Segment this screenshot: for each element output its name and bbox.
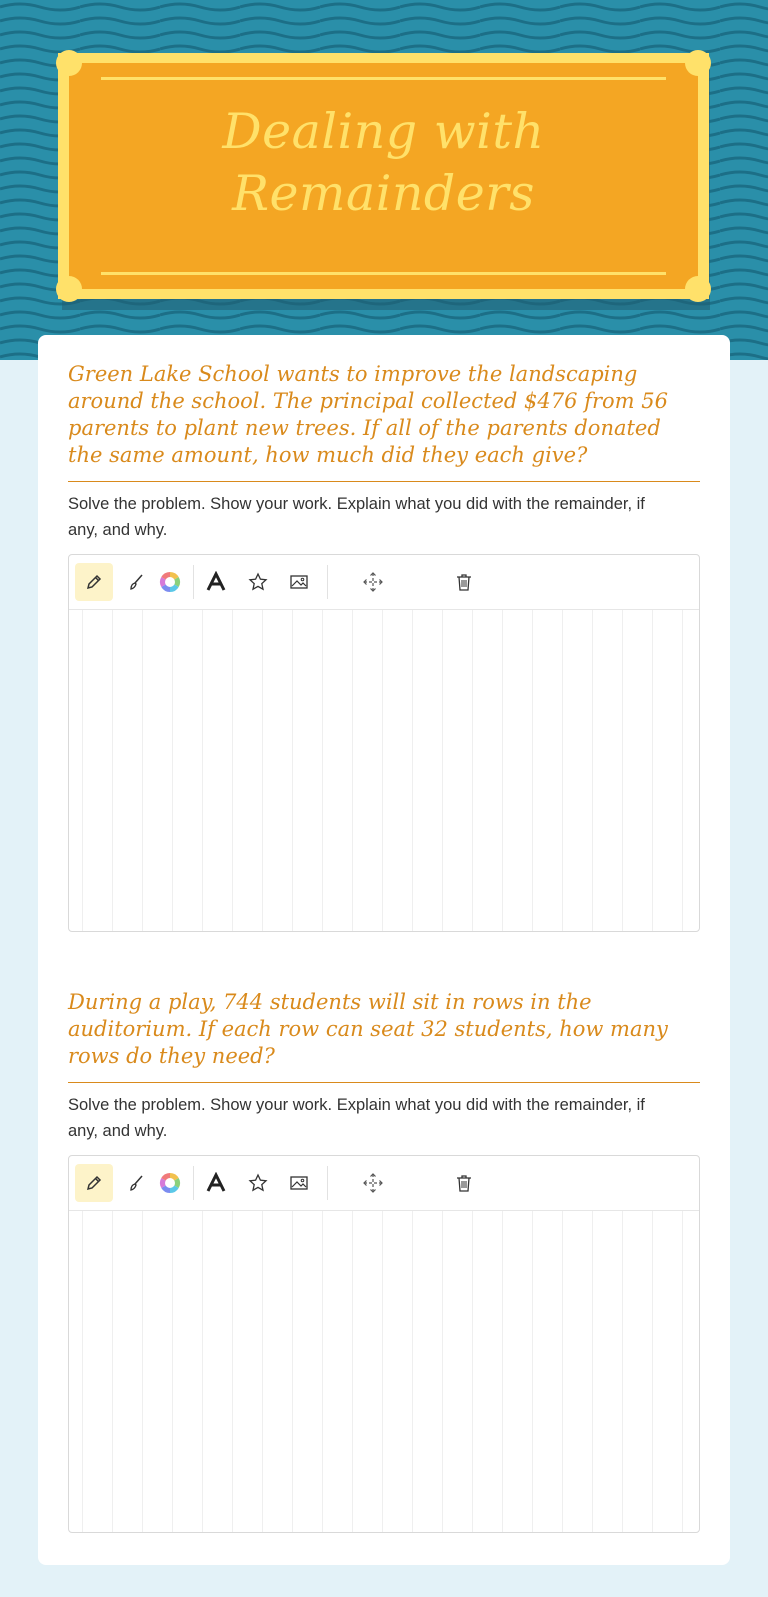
star-icon [248,572,268,592]
brush-tool[interactable] [117,1164,155,1202]
stamp-tool[interactable] [239,563,277,601]
text-tool[interactable] [197,1164,235,1202]
color-picker-tool[interactable] [151,563,189,601]
question-1-divider [68,481,700,482]
trash-icon [454,1173,474,1193]
drawing-canvas[interactable] [69,610,699,931]
delete-tool[interactable] [445,563,483,601]
image-tool[interactable] [280,1164,318,1202]
pencil-tool[interactable] [75,563,113,601]
color-picker-tool[interactable] [151,1164,189,1202]
color-wheel-icon [159,1172,181,1194]
banner-bottom-rule [101,272,666,275]
banner-panel [69,63,698,289]
trash-icon [454,572,474,592]
text-icon [205,1172,227,1194]
worksheet-card [38,335,730,1565]
move-icon [362,571,384,593]
delete-tool[interactable] [445,1164,483,1202]
text-tool[interactable] [197,563,235,601]
question-2-prompt: During a play, 744 students will sit in rows in the auditorium. If each row can seat 32 students, how many rows do they need? [68,990,668,1068]
question-1-prompt: Green Lake School wants to improve the landscaping around the school. The principal collected $476 from 56 parents to plant new trees. If all of the parents donated the same amount, how much did they each give? [68,362,668,467]
color-wheel-icon [159,571,181,593]
question-1-instructions: Solve the problem. Show your work. Explain what you did with the remainder, if any, and why. [68,495,645,539]
pencil-icon [84,572,104,592]
star-icon [248,1173,268,1193]
drawing-toolbar [69,1156,699,1211]
text-icon [205,571,227,593]
image-icon [289,1173,309,1193]
title-banner [58,53,709,299]
brush-icon [126,572,146,592]
brush-icon [126,1173,146,1193]
pencil-icon [84,1173,104,1193]
drawing-area-2[interactable] [68,1155,700,1533]
banner-top-rule [101,77,666,80]
move-icon [362,1172,384,1194]
image-tool[interactable] [280,563,318,601]
drawing-canvas[interactable] [69,1211,699,1532]
page-title: Dealing with Remainders [222,103,545,222]
move-tool[interactable] [354,1164,392,1202]
image-icon [289,572,309,592]
brush-tool[interactable] [117,563,155,601]
move-tool[interactable] [354,563,392,601]
drawing-toolbar [69,555,699,610]
stamp-tool[interactable] [239,1164,277,1202]
question-2-instructions: Solve the problem. Show your work. Explain what you did with the remainder, if any, and why. [68,1096,645,1140]
question-2-divider [68,1082,700,1083]
pencil-tool[interactable] [75,1164,113,1202]
drawing-area-1[interactable] [68,554,700,932]
